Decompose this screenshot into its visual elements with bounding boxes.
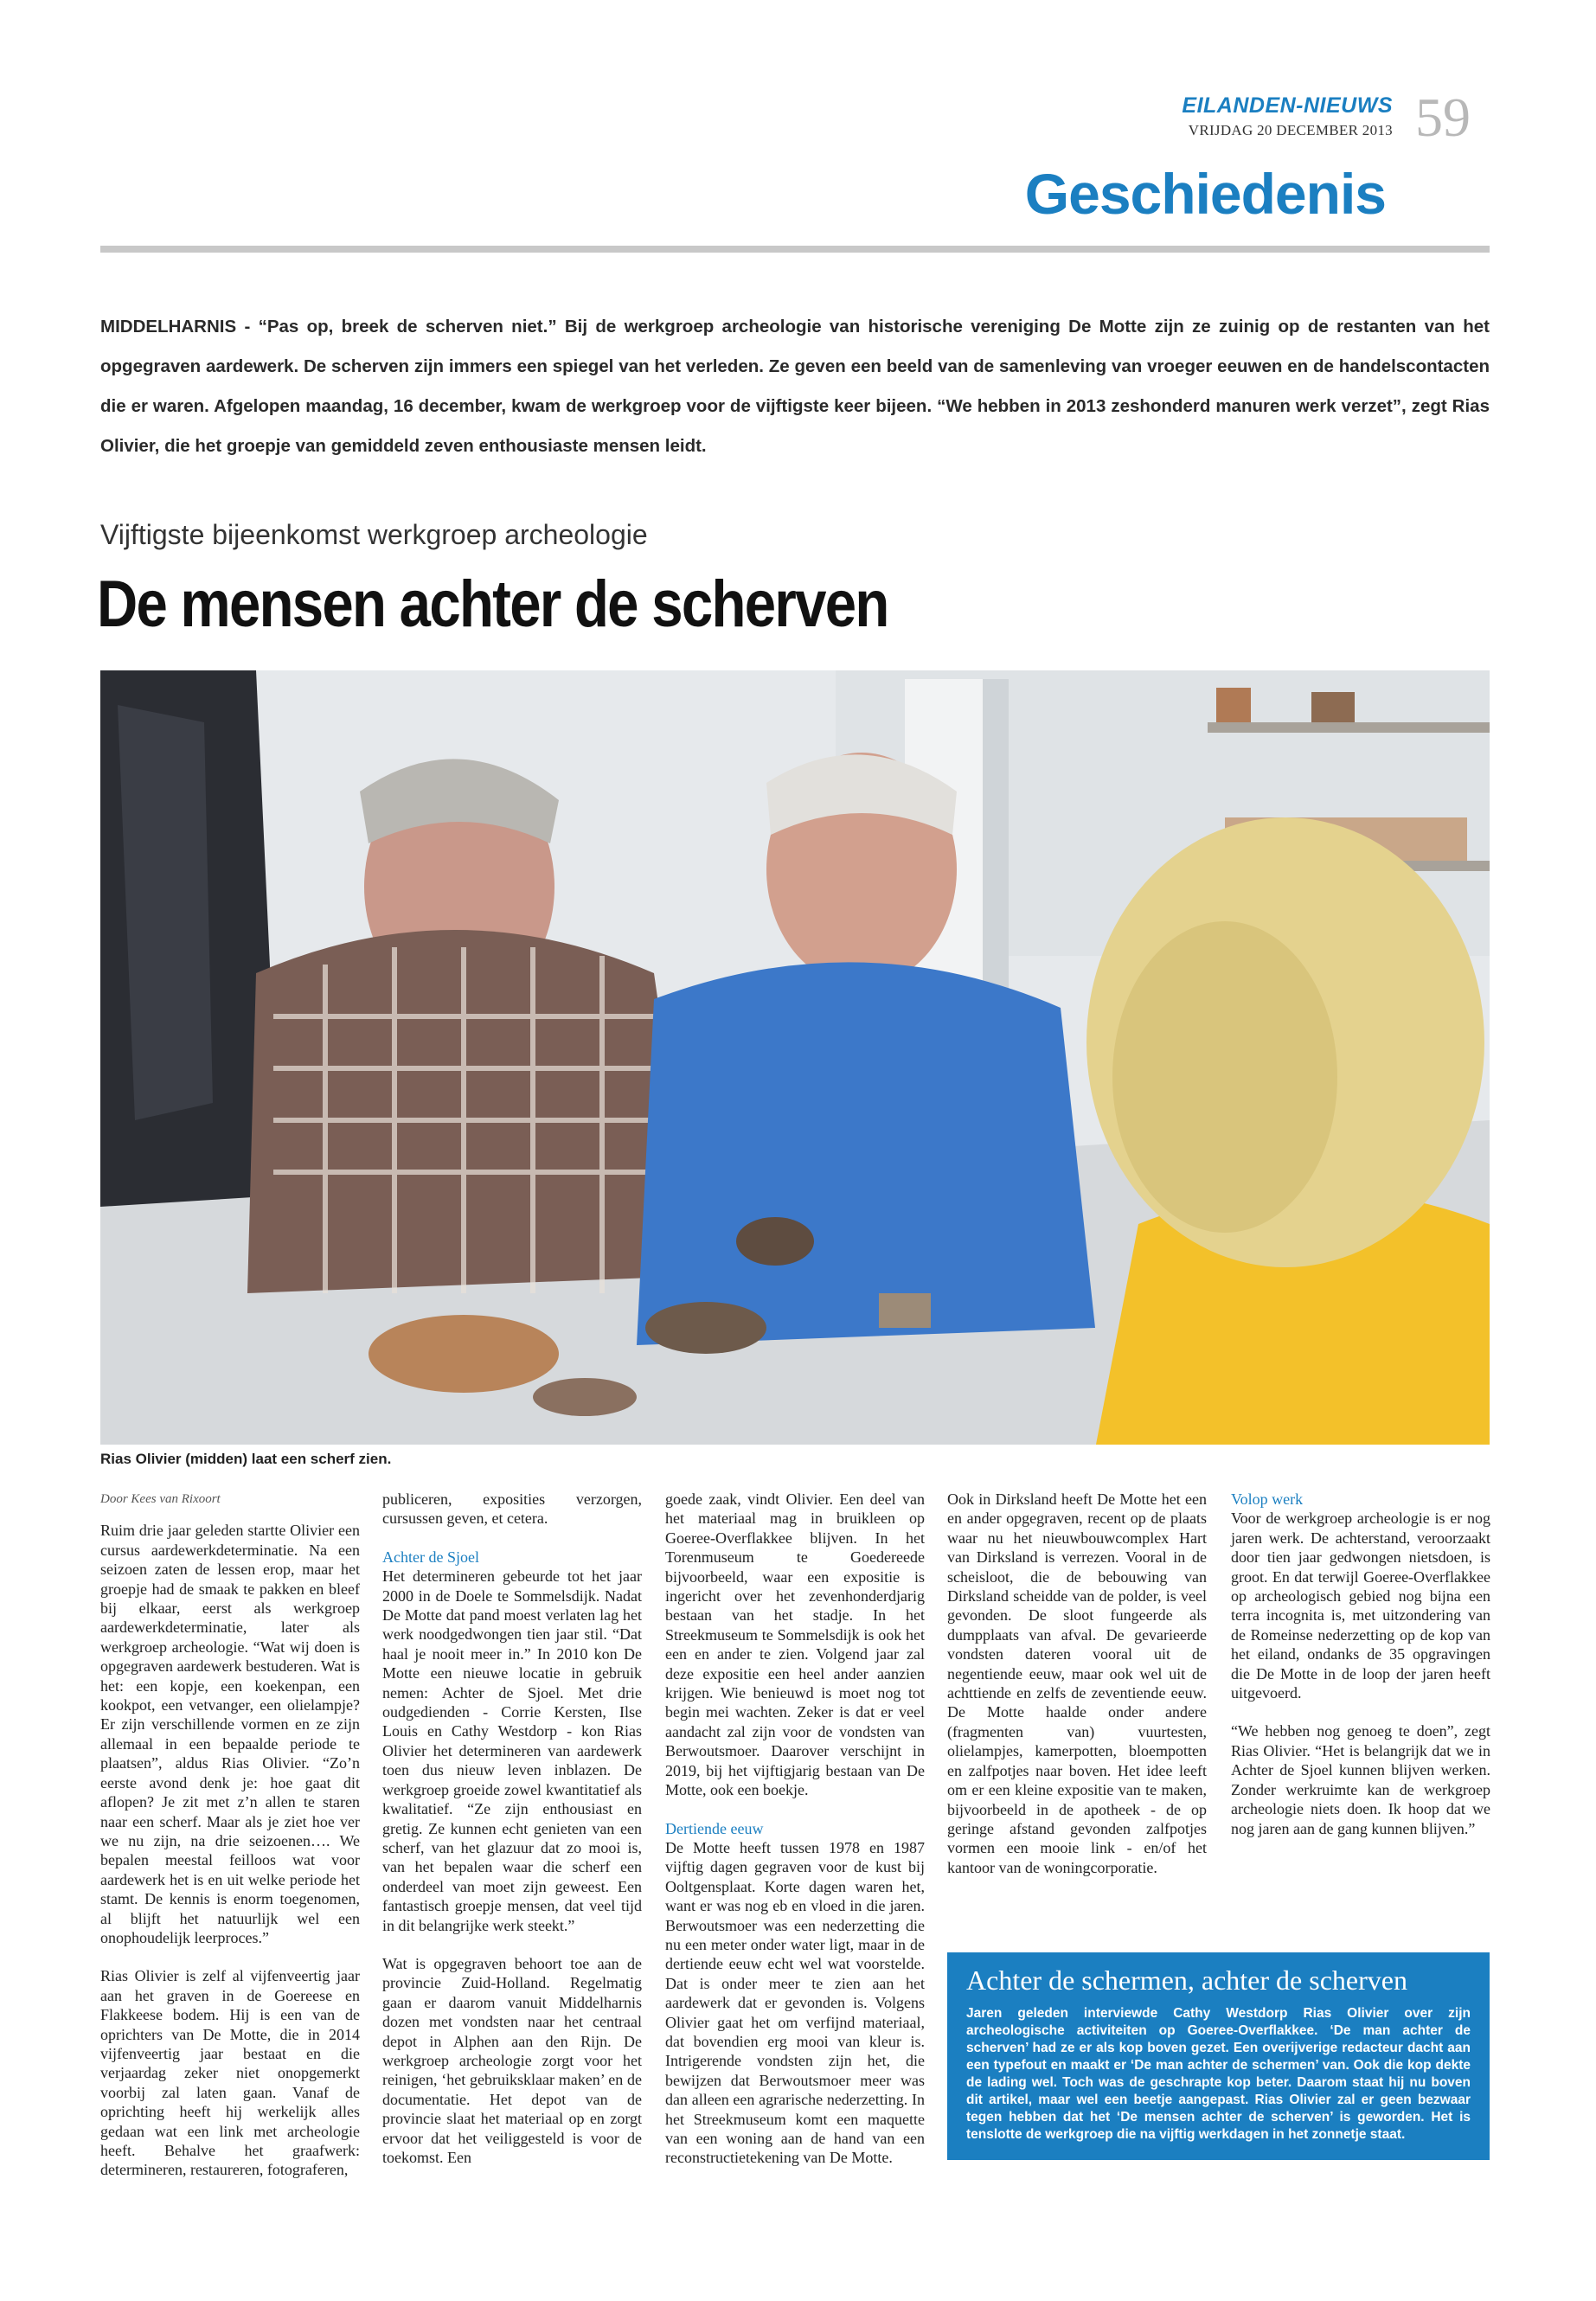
paragraph: publiceren, exposities verzorgen, cursussen geven, et cetera. <box>382 1490 642 1528</box>
paragraph: De Motte heeft tussen 1978 en 1987 vijftig dagen gegraven voor de kust bij Ooltgensplaat. Korte dagen waren het, want er was nog eb en vloed in die jaren. Berwoutsmoer was een nederzetting die nu een meter onder water ligt, maar in de dertiende eeuw echt wel wat voorstelde. Dat is onder meer te zien aan het aardewerk dat er gevonden is. Volgens Olivier gaat het om verfijnd materiaal, dat bovendien erg mooi van kleur is. Intrigerende vondsten zijn het, die bewijzen dat Berwoutsmoer meer was dan alleen een agrarische nederzetting. In het Streekmuseum komt een maquette van een woning aan de hand van een reconstructietekening van De Motte. <box>665 1838 925 2167</box>
paragraph: Ook in Dirksland heeft De Motte het een en ander opgegraven, recent op de plaats waar nu het nieuwbouwcomplex Hart van Dirksland is verrezen. Vooral in de scheisloot, die de bebouwing van Dirksland scheidde van de polder, is veel gevonden. De sloot fungeerde als dumpplaats van afval. De gevarieerde vondsten dateren vooral uit de negentiende eeuw, maar ook wel uit de achttiende en zelfs de zeventiende eeuw. De Motte haalde onder andere (fragmenten van) vuurtesten, olielampjes, kamerpotten, bloempotten en zalfpotjes naar boven. Het idee leeft om er een kleine expositie van te maken, bijvoorbeeld in de apotheek - de op geringe afstand gevonden zalfpotjes vormen een mooie link - en/of het kantoor van de woningcorporatie. <box>947 1490 1207 1876</box>
subheading: Achter de Sjoel <box>382 1548 479 1566</box>
box-text: Jaren geleden interviewde Cathy Westdorp Rias Olivier over zijn archeologische activiteiten op Goeree-Overflakkee. ‘De man achter de scherven’ had ze er als kop boven gezet. Een overijverige redacteur dacht aan een typefout en maakt er ‘De man achter de schermen’ van. Ook die kop dekte de lading wel. Toch was de geschrapte kop beter. Daarom staat hij nu boven dit artikel, maar wel een beetje aangepast. Rias Olivier zal er geen bezwaar tegen hebben dat het ‘De mensen achter de scherven’ is geworden. Het is tenslotte de werkgroep die na vijftig werkdagen in het zonnetje staat. <box>966 2006 1471 2142</box>
paragraph: goede zaak, vindt Olivier. Een deel van het materiaal mag in bruikleen op Goeree-Overflakkee blijven. In het Torenmuseum te Goedereede bijvoorbeeld, waar een expositie is ingericht over het zevenhonderdjarig bestaan van het stadje. In het Streekmuseum te Sommelsdijk is ook het een en ander te zien. Volgend jaar zal deze expositie een heel ander aanzien krijgen. Wie benieuwd is moet nog tot begin mei wachten. Zeker is dat er veel aandacht zal zijn voor de vondsten van Berwoutsmoer. Daarover verschijnt in 2019, bij het vijftigjarig bestaan van De Motte, ook een boekje. <box>665 1490 925 1799</box>
subheading: Dertiende eeuw <box>665 1819 764 1837</box>
section-title: Geschiedenis <box>1024 162 1386 226</box>
lead-paragraph: MIDDELHARNIS - “Pas op, breek de scherven niet.” Bij de werkgroep archeologie van historische vereniging De Motte zijn ze zuinig op de restanten van het opgegraven aardewerk. De scherven zijn immers een spiegel van het verleden. Ze geven een beeld van de samenleving van vroeger eeuwen en de handelscontacten die er waren. Afgelopen maandag, 16 december, kwam de werkgroep voor de vijftigste keer bijeen. “We hebben in 2013 zeshonderd manuren werk verzet”, zegt Rias Olivier, die het groepje van gemiddeld zeven enthousiaste mensen leidt. <box>100 317 1490 456</box>
paragraph: Wat is opgegraven behoort toe aan de provincie Zuid-Holland. Regelmatig gaan er daarom vanuit Middelharnis dozen met vondsten naar het centraal depot in Alphen aan den Rijn. De werkgroep archeologie zorgt voor het reinigen, ‘het gebruiksklaar maken’ en de documentatie. Het depot van de provincie slaat het materiaal op en zorgt ervoor dat het veiliggesteld is voor de toekomst. Een <box>382 1954 642 2166</box>
paragraph: Voor de werkgroep archeologie is er nog jaren werk. De achterstand, veroorzaakt door tien jaar gedwongen nietsdoen, is groot. En dat terwijl Goeree-Overflakkee op archeologisch gebied nog bijna een terra incognita is, met uitzondering van de Romeinse nederzetting op de kop van het eiland, ondanks de 35 opgravingen die De Motte in de loop der jaren heeft uitgevoerd. <box>1231 1509 1490 1702</box>
header-divider <box>100 246 1490 253</box>
paragraph: “We hebben nog genoeg te doen”, zegt Rias Olivier. “Het is belangrijk dat we in Achter de Sjoel kunnen blijven werken. Zonder werkruimte kan de werkgroep archeologie niets doen. Ik hoop dat we nog jaren aan de gang kunnen blijven.” <box>1231 1722 1490 1837</box>
headline: De mensen achter de scherven <box>97 567 888 641</box>
paragraph: Het determineren gebeurde tot het jaar 2000 in de Doele te Sommelsdijk. Nadat De Motte dat pand moest verlaten lag het werk noodgedwongen tien jaar stil. “Dat haal je nooit meer in.” In 2010 kon De Motte een nieuwe locatie in gebruik nemen: Achter de Sjoel. Met drie oudgedienden - Corrie Kersten, Ilse Louis en Cathy Westdorp - kon Rias Olivier het determineren van aardewerk toen dus nieuw leven inblazen. De werkgroep groeide zowel kwantitatief als kwalitatief. “Ze zijn enthousiast en gretig. Ze kunnen echt genieten van een scherf, van het glazuur dat zo mooi is, van het bepalen waar die scherf een onderdeel van moet zijn geweest. Een fantastisch groepje mensen, dat veel tijd in dit belangrijke werk steekt.” <box>382 1567 642 1934</box>
column-3 <box>665 1490 925 2187</box>
kicker: Vijftigste bijeenkomst werkgroep archeologie <box>100 519 648 550</box>
photo-caption: Rias Olivier (midden) laat een scherf zien. <box>100 1451 392 1467</box>
paragraph: Rias Olivier is zelf al vijfenveertig jaar aan het graven in de Goereese en Flakkeese bodem. Hij is een van de oprichters van De Motte, die in 2014 vijfenveertig jaar bestaat en die verjaardag zeker niet onopgemerkt voorbij zal laten gaan. Vanaf de oprichting heeft hij werkelijk alles gedaan wat een link met archeologie heeft. Behalve het graafwerk: determineren, restaureren, fotograferen, <box>100 1967 360 2179</box>
newspaper-name: EILANDEN-NIEUWS <box>1182 93 1393 118</box>
issue-date: VRIJDAG 20 DECEMBER 2013 <box>1188 122 1393 138</box>
page-number: 59 <box>1415 87 1471 148</box>
byline: Door Kees van Rixoort <box>100 1492 221 1506</box>
subheading: Volop werk <box>1231 1490 1304 1508</box>
masthead <box>1125 93 1393 139</box>
column-1 <box>100 1490 360 2199</box>
column-2 <box>382 1490 642 2186</box>
column-5 <box>1231 1490 1490 1857</box>
article-photo <box>100 670 1490 1445</box>
column-4 <box>947 1490 1207 1896</box>
sidebar-box <box>947 1952 1490 2160</box>
box-title: Achter de schermen, achter de scherven <box>966 1965 1407 1996</box>
paragraph: Ruim drie jaar geleden startte Olivier een cursus aardewerkdeterminatie. Na een seizoen zaten de lessen erop, maar het groepje had de smaak te pakken en bleef bij elkaar, eerst als werkgroep aardewerkdeterminatie, later als werkgroep archeologie. “Wat wij doen is opgegraven aardewerk bestuderen. Wat is het: een kopje, een koekenpan, een kookpot, een vetvanger, een olielampje? Er zijn verschillende vormen en ze zijn allemaal in een bepaalde periode te plaatsen”, aldus Rias Olivier. “Zo’n eerste avond denk je: hoe gaat dit aflopen? Je zit met z’n allen te staren naar een scherf. Maar als je ziet hoe ver we nu zijn, na drie seizoenen…. We bepalen meestal feilloos wat voor aardewerk het is en uit welke periode het stamt. De kennis is enorm toegenomen, al blijft het natuurlijk wel een onophoudelijk leerproces.” <box>100 1522 360 1946</box>
